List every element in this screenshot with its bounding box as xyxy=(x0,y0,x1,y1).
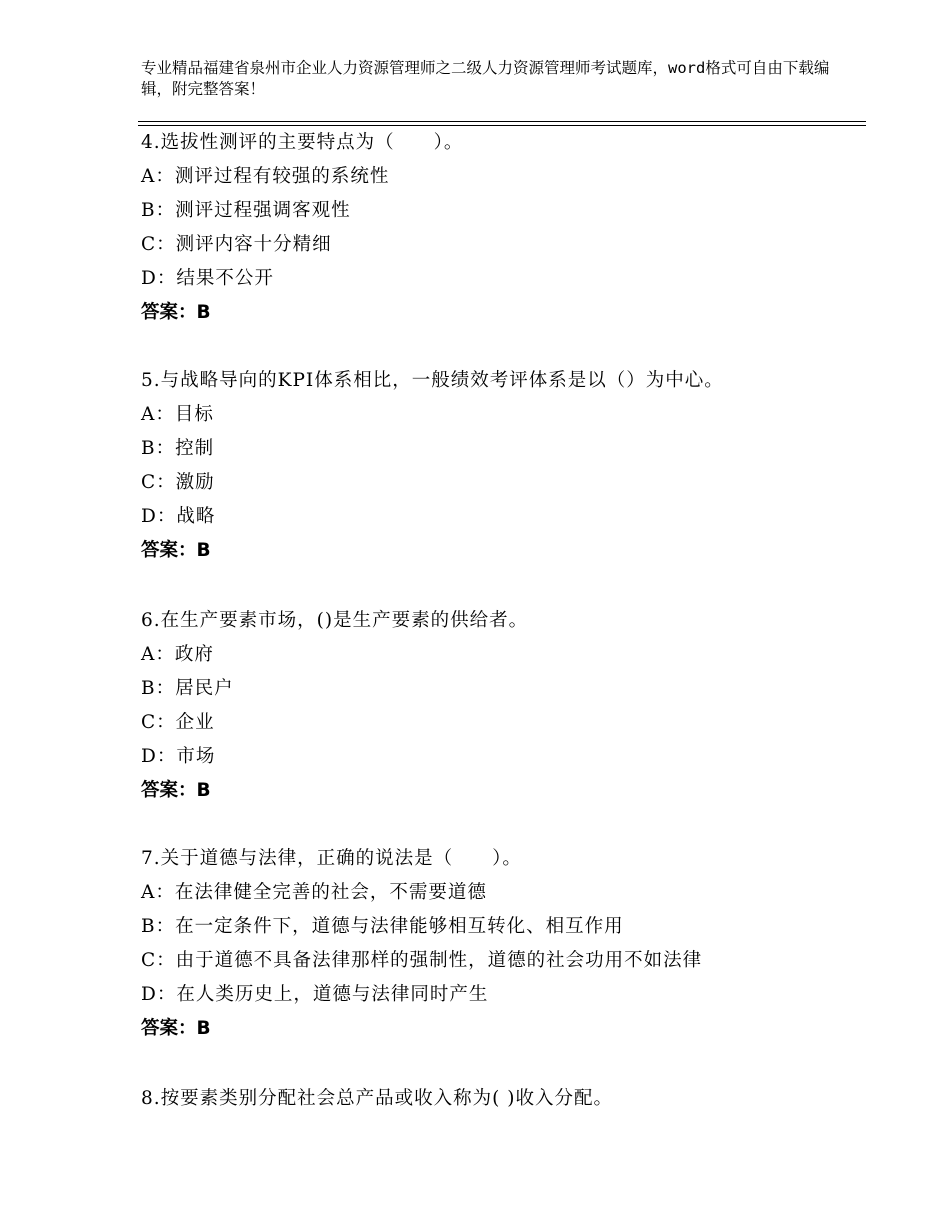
answer-label: 答案：B xyxy=(141,780,211,801)
question-stem: 4.选拔性测评的主要特点为（ ）。 xyxy=(141,132,464,153)
question-5 xyxy=(141,364,861,568)
question-7 xyxy=(141,842,861,1046)
option-b: B：控制 xyxy=(141,438,215,459)
question-4 xyxy=(141,126,861,330)
option-d: D：战略 xyxy=(141,506,216,527)
option-a: A：目标 xyxy=(141,404,214,425)
option-a: A：测评过程有较强的系统性 xyxy=(141,166,390,187)
answer-label: 答案：B xyxy=(141,540,211,561)
question-stem: 6.在生产要素市场，()是生产要素的供给者。 xyxy=(141,610,529,631)
question-stem: 7.关于道德与法律，正确的说法是（ ）。 xyxy=(141,848,522,869)
option-b: B：在一定条件下，道德与法律能够相互转化、相互作用 xyxy=(141,916,624,937)
question-6 xyxy=(141,604,861,808)
answer-label: 答案：B xyxy=(141,302,211,323)
option-c: C：企业 xyxy=(141,712,215,733)
option-d: D：结果不公开 xyxy=(141,268,274,289)
option-a: A：政府 xyxy=(141,644,214,665)
header-divider-top xyxy=(138,121,866,122)
option-b: B：居民户 xyxy=(141,678,234,699)
option-b: B：测评过程强调客观性 xyxy=(141,200,351,221)
question-8 xyxy=(141,1082,861,1116)
answer-label: 答案：B xyxy=(141,1018,211,1039)
question-stem: 8.按要素类别分配社会总产品或收入称为( )收入分配。 xyxy=(141,1088,613,1109)
option-d: D：市场 xyxy=(141,746,216,767)
question-stem: 5.与战略导向的KPI体系相比，一般绩效考评体系是以（）为中心。 xyxy=(141,370,724,391)
option-c: C：由于道德不具备法律那样的强制性，道德的社会功用不如法律 xyxy=(141,950,703,971)
option-c: C：测评内容十分精细 xyxy=(141,234,332,255)
document-header: 专业精品福建省泉州市企业人力资源管理师之二级人力资源管理师考试题库，word格式可自由下载编辑，附完整答案！ xyxy=(141,59,830,98)
option-a: A：在法律健全完善的社会，不需要道德 xyxy=(141,882,487,903)
option-c: C：激励 xyxy=(141,472,215,493)
option-d: D：在人类历史上，道德与法律同时产生 xyxy=(141,984,489,1005)
